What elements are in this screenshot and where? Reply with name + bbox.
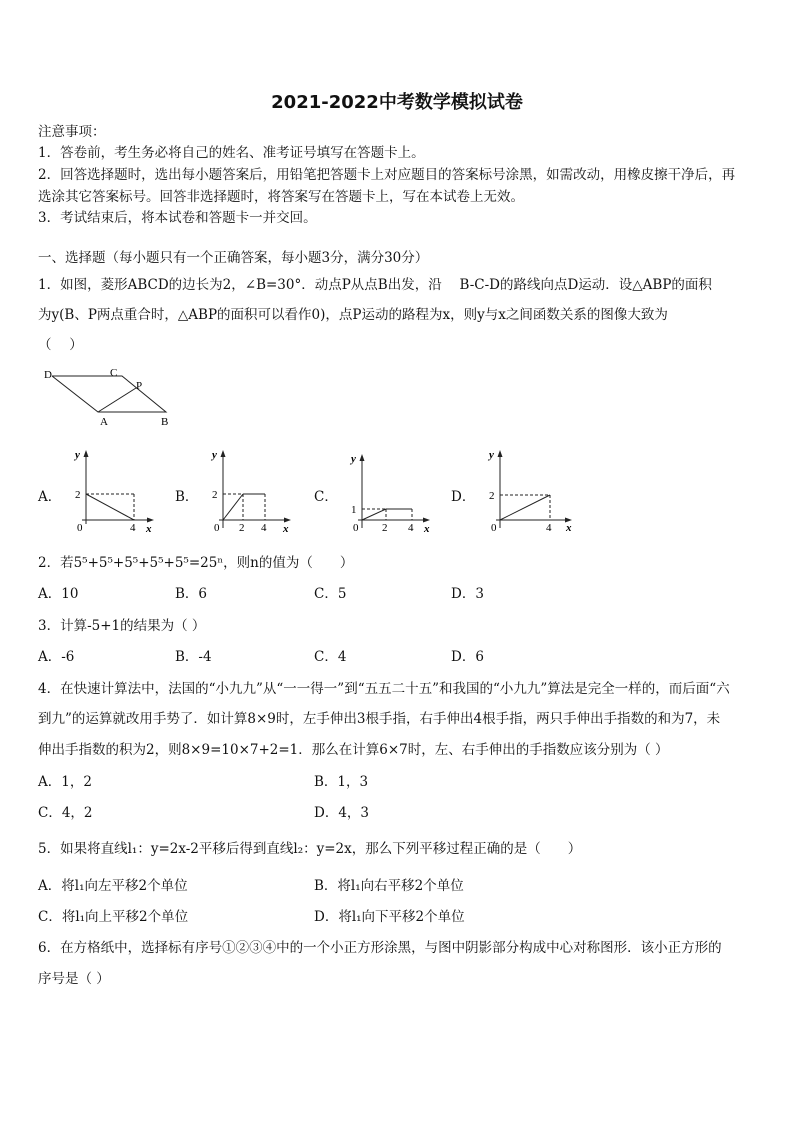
svg-text:x: x bbox=[283, 523, 289, 535]
notice-line-2: 2．回答选择题时，选出每小题答案后，用铅笔把答题卡上对应题目的答案标号涂黑，如需改动，用橡皮擦干净后，再 bbox=[38, 167, 736, 183]
q4-line-2: 到九”的运算就改用手势了．如计算8×9时，左手伸出3根手指，右手伸出4根手指，两只手伸出手指数的和为7，未 bbox=[38, 711, 721, 727]
q3-option-b: B．-4 bbox=[175, 649, 212, 665]
q3-option-d: D．6 bbox=[451, 649, 484, 665]
q1-graph-c bbox=[344, 448, 434, 536]
svg-text:x: x bbox=[424, 523, 430, 535]
rhombus-figure bbox=[40, 364, 180, 428]
page-title: 2021-2022中考数学模拟试卷 bbox=[271, 92, 523, 113]
svg-text:1: 1 bbox=[351, 504, 357, 516]
svg-text:0: 0 bbox=[214, 522, 220, 534]
q1-option-d: D． bbox=[451, 489, 476, 505]
svg-text:y: y bbox=[75, 449, 80, 461]
q1-paren: （ ） bbox=[38, 337, 83, 353]
notice-line-3: 选涂其它答案标号。回答非选择题时，将答案写在答题卡上，写在本试卷上无效。 bbox=[38, 189, 524, 205]
label-C: C bbox=[110, 367, 118, 379]
q6-line-1: 6．在方格纸中，选择标有序号①②③④中的一个小正方形涂黑，与图中阴影部分构成中心对称图形．该小正方形的 bbox=[38, 940, 722, 956]
svg-text:2: 2 bbox=[212, 489, 218, 501]
q4-line-3: 伸出手指数的积为2，则8×9=10×7+2=1．那么在计算6×7时，左、右手伸出的手指数应该分别为（ ） bbox=[38, 742, 669, 758]
q1-line-1: 1．如图，菱形ABCD的边长为2，∠B=30°．动点P从点B出发，沿 B-C-D的路线向点D运动．设△ABP的面积 bbox=[38, 277, 712, 293]
svg-text:2: 2 bbox=[489, 490, 495, 502]
svg-text:0: 0 bbox=[491, 522, 497, 534]
svg-text:2: 2 bbox=[75, 489, 81, 501]
q3-option-a: A．-6 bbox=[38, 649, 75, 665]
label-B: B bbox=[161, 416, 169, 428]
svg-text:2: 2 bbox=[239, 522, 245, 534]
q5-option-a: A．将l₁向左平移2个单位 bbox=[38, 878, 188, 894]
q5-option-d: D．将l₁向下平移2个单位 bbox=[314, 909, 465, 925]
q5-option-c: C．将l₁向上平移2个单位 bbox=[38, 909, 189, 925]
q1-line-2: 为y(B、P两点重合时，△ABP的面积可以看作0)，点P运动的路程为x，则y与x之间函数关系的图像大致为 bbox=[38, 307, 668, 323]
svg-text:0: 0 bbox=[353, 522, 359, 534]
svg-text:x: x bbox=[566, 522, 572, 534]
q3-stem: 3．计算-5+1的结果为（ ） bbox=[38, 618, 206, 634]
q4-option-c: C．4，2 bbox=[38, 805, 93, 821]
q2-option-d: D．3 bbox=[451, 586, 484, 602]
q1-graph-b bbox=[205, 446, 295, 534]
q5-option-b: B．将l₁向右平移2个单位 bbox=[314, 878, 464, 894]
q1-graph-d bbox=[482, 446, 577, 534]
q2-stem: 2．若5⁵+5⁵+5⁵+5⁵+5⁵=25ⁿ，则n的值为（ ） bbox=[38, 555, 354, 571]
q1-option-a: A． bbox=[38, 489, 62, 505]
svg-text:y: y bbox=[351, 453, 356, 465]
svg-text:4: 4 bbox=[408, 522, 414, 534]
notice-line-1: 1．答卷前，考生务必将自己的姓名、准考证号填写在答题卡上。 bbox=[38, 145, 425, 161]
svg-text:0: 0 bbox=[77, 522, 83, 534]
section-heading: 一、选择题（每小题只有一个正确答案，每小题3分，满分30分） bbox=[38, 250, 429, 266]
q4-option-a: A．1，2 bbox=[38, 774, 92, 790]
svg-text:4: 4 bbox=[261, 522, 267, 534]
notice-line-4: 3．考试结束后，将本试卷和答题卡一并交回。 bbox=[38, 210, 317, 226]
svg-text:4: 4 bbox=[546, 522, 552, 534]
q6-line-2: 序号是（ ） bbox=[38, 971, 110, 987]
label-D: D bbox=[44, 369, 52, 381]
label-A: A bbox=[100, 416, 108, 428]
svg-text:y: y bbox=[489, 449, 494, 461]
q3-option-c: C．4 bbox=[314, 649, 347, 665]
q1-option-b: B． bbox=[175, 489, 199, 505]
q2-option-b: B．6 bbox=[175, 586, 208, 602]
label-P: P bbox=[136, 380, 143, 392]
notice-heading: 注意事项： bbox=[38, 124, 106, 140]
q4-line-1: 4．在快速计算法中，法国的“小九九”从“一一得一”到“五五二十五”和我国的“小九九”算法是完全一样的，而后面“六 bbox=[38, 681, 730, 697]
q4-option-d: D．4，3 bbox=[314, 805, 370, 821]
q1-option-c: C． bbox=[314, 489, 338, 505]
q1-graph-a bbox=[68, 446, 158, 534]
q4-option-b: B．1，3 bbox=[314, 774, 369, 790]
svg-text:y: y bbox=[212, 449, 217, 461]
svg-text:2: 2 bbox=[382, 522, 388, 534]
q5-stem: 5．如果将直线l₁：y=2x-2平移后得到直线l₂：y=2x，那么下列平移过程正确的是（ ） bbox=[38, 841, 582, 857]
svg-text:4: 4 bbox=[130, 522, 136, 534]
q2-option-c: C．5 bbox=[314, 586, 347, 602]
q2-option-a: A．10 bbox=[38, 586, 79, 602]
svg-text:x: x bbox=[146, 523, 152, 535]
